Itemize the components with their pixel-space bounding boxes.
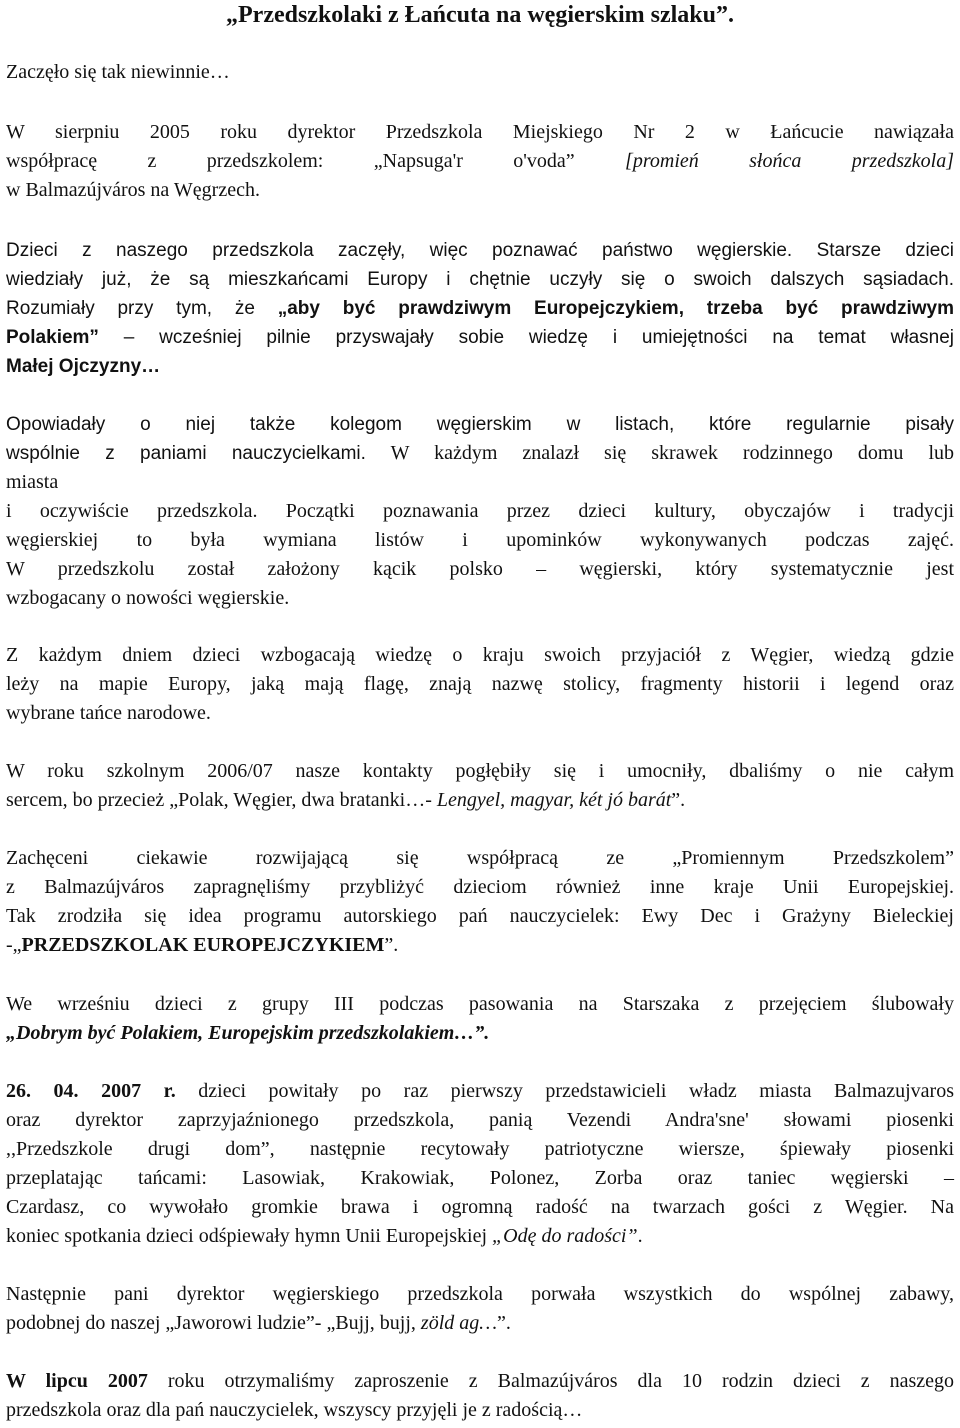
paragraph-3-line-7: wzbogacany o nowości węgierskie. xyxy=(6,587,290,609)
program-name: PRZEDSZKOLAK EUROPEJCZYKIEM xyxy=(21,934,385,956)
paragraph-2-line-1: Dzieci z naszego przedszkola zaczęły, więc poznawać państwo węgierskie. Starsze dzieci xyxy=(6,240,954,261)
paragraph-9 xyxy=(6,1280,954,1338)
paragraph-3-line-5: węgierskiej to była wymiana listów i upominków wykonywanych podczas zajęć. xyxy=(6,529,954,551)
paragraph-1-line-1: W sierpniu 2005 roku dyrektor Przedszkola Miejskiego Nr 2 w Łańcucie nawiązała xyxy=(6,121,954,143)
paragraph-3-line-6: W przedszkolu został założony kącik polsko – węgierski, który systematycznie jest xyxy=(6,558,954,580)
paragraph-8-line-3: ,,Przedszkole drugi dom”, następnie recytowały patriotyczne wiersze, śpiewały piosenki xyxy=(6,1138,954,1160)
paragraph-4-line-2: leży na mapie Europy, jaką mają flagę, znają nazwę stolicy, fragmenty historii i legend oraz xyxy=(6,673,954,695)
paragraph-8-line-5: Czardasz, co wywołało gromkie brawa i ogromną radość na twarzach gości z Węgier. Na xyxy=(6,1196,954,1218)
paragraph-8-line-4: przeplatając tańcami: Lasowiak, Krakowiak, Polonez, Zorba oraz taniec węgierski – xyxy=(6,1167,954,1189)
paragraph-6 xyxy=(6,844,954,960)
italic-translation: [promień słońca przedszkola] xyxy=(625,150,954,172)
paragraph-8-line-2: oraz dyrektor zaprzyjaźnionego przedszkola, panią Vezendi Andra'sne' słowami piosenki xyxy=(6,1109,954,1131)
paragraph-6-line-2: z Balmazújváros zapragnęliśmy przybliżyć dzieciom również inne kraje Unii Europejskiej. xyxy=(6,876,954,898)
paragraph-5 xyxy=(6,757,954,815)
paragraph-5-line-2: sercem, bo przecież „Polak, Węgier, dwa bratanki…- Lengyel, magyar, két jó barát”. xyxy=(6,789,686,811)
paragraph-10-line-1: W lipcu 2007 roku otrzymaliśmy zaproszenie z Balmazújváros dla 10 rodzin dzieci z naszego xyxy=(6,1370,954,1392)
pledge-quote: „Dobrym być Polakiem, Europejskim przedszkolakiem…”. xyxy=(6,1022,490,1044)
paragraph-8 xyxy=(6,1077,954,1251)
paragraph-8-line-1: 26. 04. 2007 r. dzieci powitały po raz pierwszy przedstawicieli władz miasta Balmazujvaros xyxy=(6,1080,955,1102)
paragraph-2 xyxy=(6,236,954,381)
paragraph-1 xyxy=(6,118,954,205)
paragraph-5-line-1: W roku szkolnym 2006/07 nasze kontakty pogłębiły się i umocniły, dbaliśmy o nie całym xyxy=(6,760,954,782)
intro-line xyxy=(6,58,954,87)
paragraph-4-line-3: wybrane tańce narodowe. xyxy=(6,702,211,724)
paragraph-10-line-2: przedszkola oraz dla pań nauczycielek, wszyscy przyjęli je z radością… xyxy=(6,1399,583,1421)
paragraph-7-line-2 xyxy=(6,1019,954,1048)
paragraph-7 xyxy=(6,990,954,1048)
paragraph-3-line-4: i oczywiście przedszkola. Początki poznawania przez dzieci kultury, obyczajów i tradycji xyxy=(6,500,954,522)
paragraph-6-line-3: Tak zrodziła się idea programu autorskiego pań nauczycielek: Ewy Dec i Grażyny Bieleckiej xyxy=(6,905,954,927)
document-title: „Przedszkolaki z Łańcuta na węgierskim szlaku”. xyxy=(226,2,734,28)
paragraph-3 xyxy=(6,410,954,613)
paragraph-4-line-1: Z każdym dniem dzieci wzbogacają wiedzę o kraju swoich przyjaciół z Węgier, wiedzą gdzie xyxy=(6,644,954,666)
paragraph-3-line-3: miasta xyxy=(6,471,59,493)
paragraph-3-line-1: Opowiadały o niej także kolegom węgierskim w listach, które regularnie pisały xyxy=(6,414,954,435)
paragraph-10 xyxy=(6,1367,954,1425)
paragraph-6-line-1: Zachęceni ciekawie rozwijającą się współpracą ze „Promiennym Przedszkolem” xyxy=(6,847,954,869)
paragraph-2-line-4: Polakiem” – wcześniej pilnie przyswajały sobie wiedzę i umiejętności na temat własnej xyxy=(6,327,955,348)
intro-text: Zaczęło się tak niewinnie… xyxy=(6,61,230,83)
paragraph-3-line-2: wspólnie z paniami nauczycielkami. W każdym znalazł się skrawek rodzinnego domu lub xyxy=(6,442,954,464)
paragraph-7-line-1: We wrześniu dzieci z grupy III podczas pasowania na Starszaka z przejęciem ślubowały xyxy=(6,993,954,1015)
paragraph-2-line-3: Rozumiały przy tym, że „aby być prawdziwym Europejczykiem, trzeba być prawdziwym xyxy=(6,298,955,319)
paragraph-2-line-5: Małej Ojczyzny… xyxy=(6,356,161,377)
paragraph-1-line-3: w Balmazújváros na Węgrzech. xyxy=(6,179,260,201)
event-date: 26. 04. 2007 r. xyxy=(6,1080,176,1102)
paragraph-6-line-4: -„PRZEDSZKOLAK EUROPEJCZYKIEM”. xyxy=(6,934,399,956)
july-date: W lipcu 2007 xyxy=(6,1370,148,1392)
paragraph-2-line-2: wiedziały już, że są mieszkańcami Europy i chętnie uczyły się o swoich dalszych sąsiadach. xyxy=(6,269,954,290)
paragraph-9-line-1: Następnie pani dyrektor węgierskiego przedszkola porwała wszystkich do wspólnej zabawy, xyxy=(6,1283,954,1305)
paragraph-8-line-6: koniec spotkania dzieci odśpiewały hymn Unii Europejskiej „Odę do radości”. xyxy=(6,1225,643,1247)
paragraph-1-line-2: współpracę z przedszkolem: „Napsuga'r o'voda” [promień słońca przedszkola] xyxy=(6,150,954,172)
paragraph-4 xyxy=(6,641,954,728)
paragraph-9-line-2: podobnej do naszej „Jaworowi ludzie”- „Bujj, bujj, zöld ag…”. xyxy=(6,1312,511,1334)
